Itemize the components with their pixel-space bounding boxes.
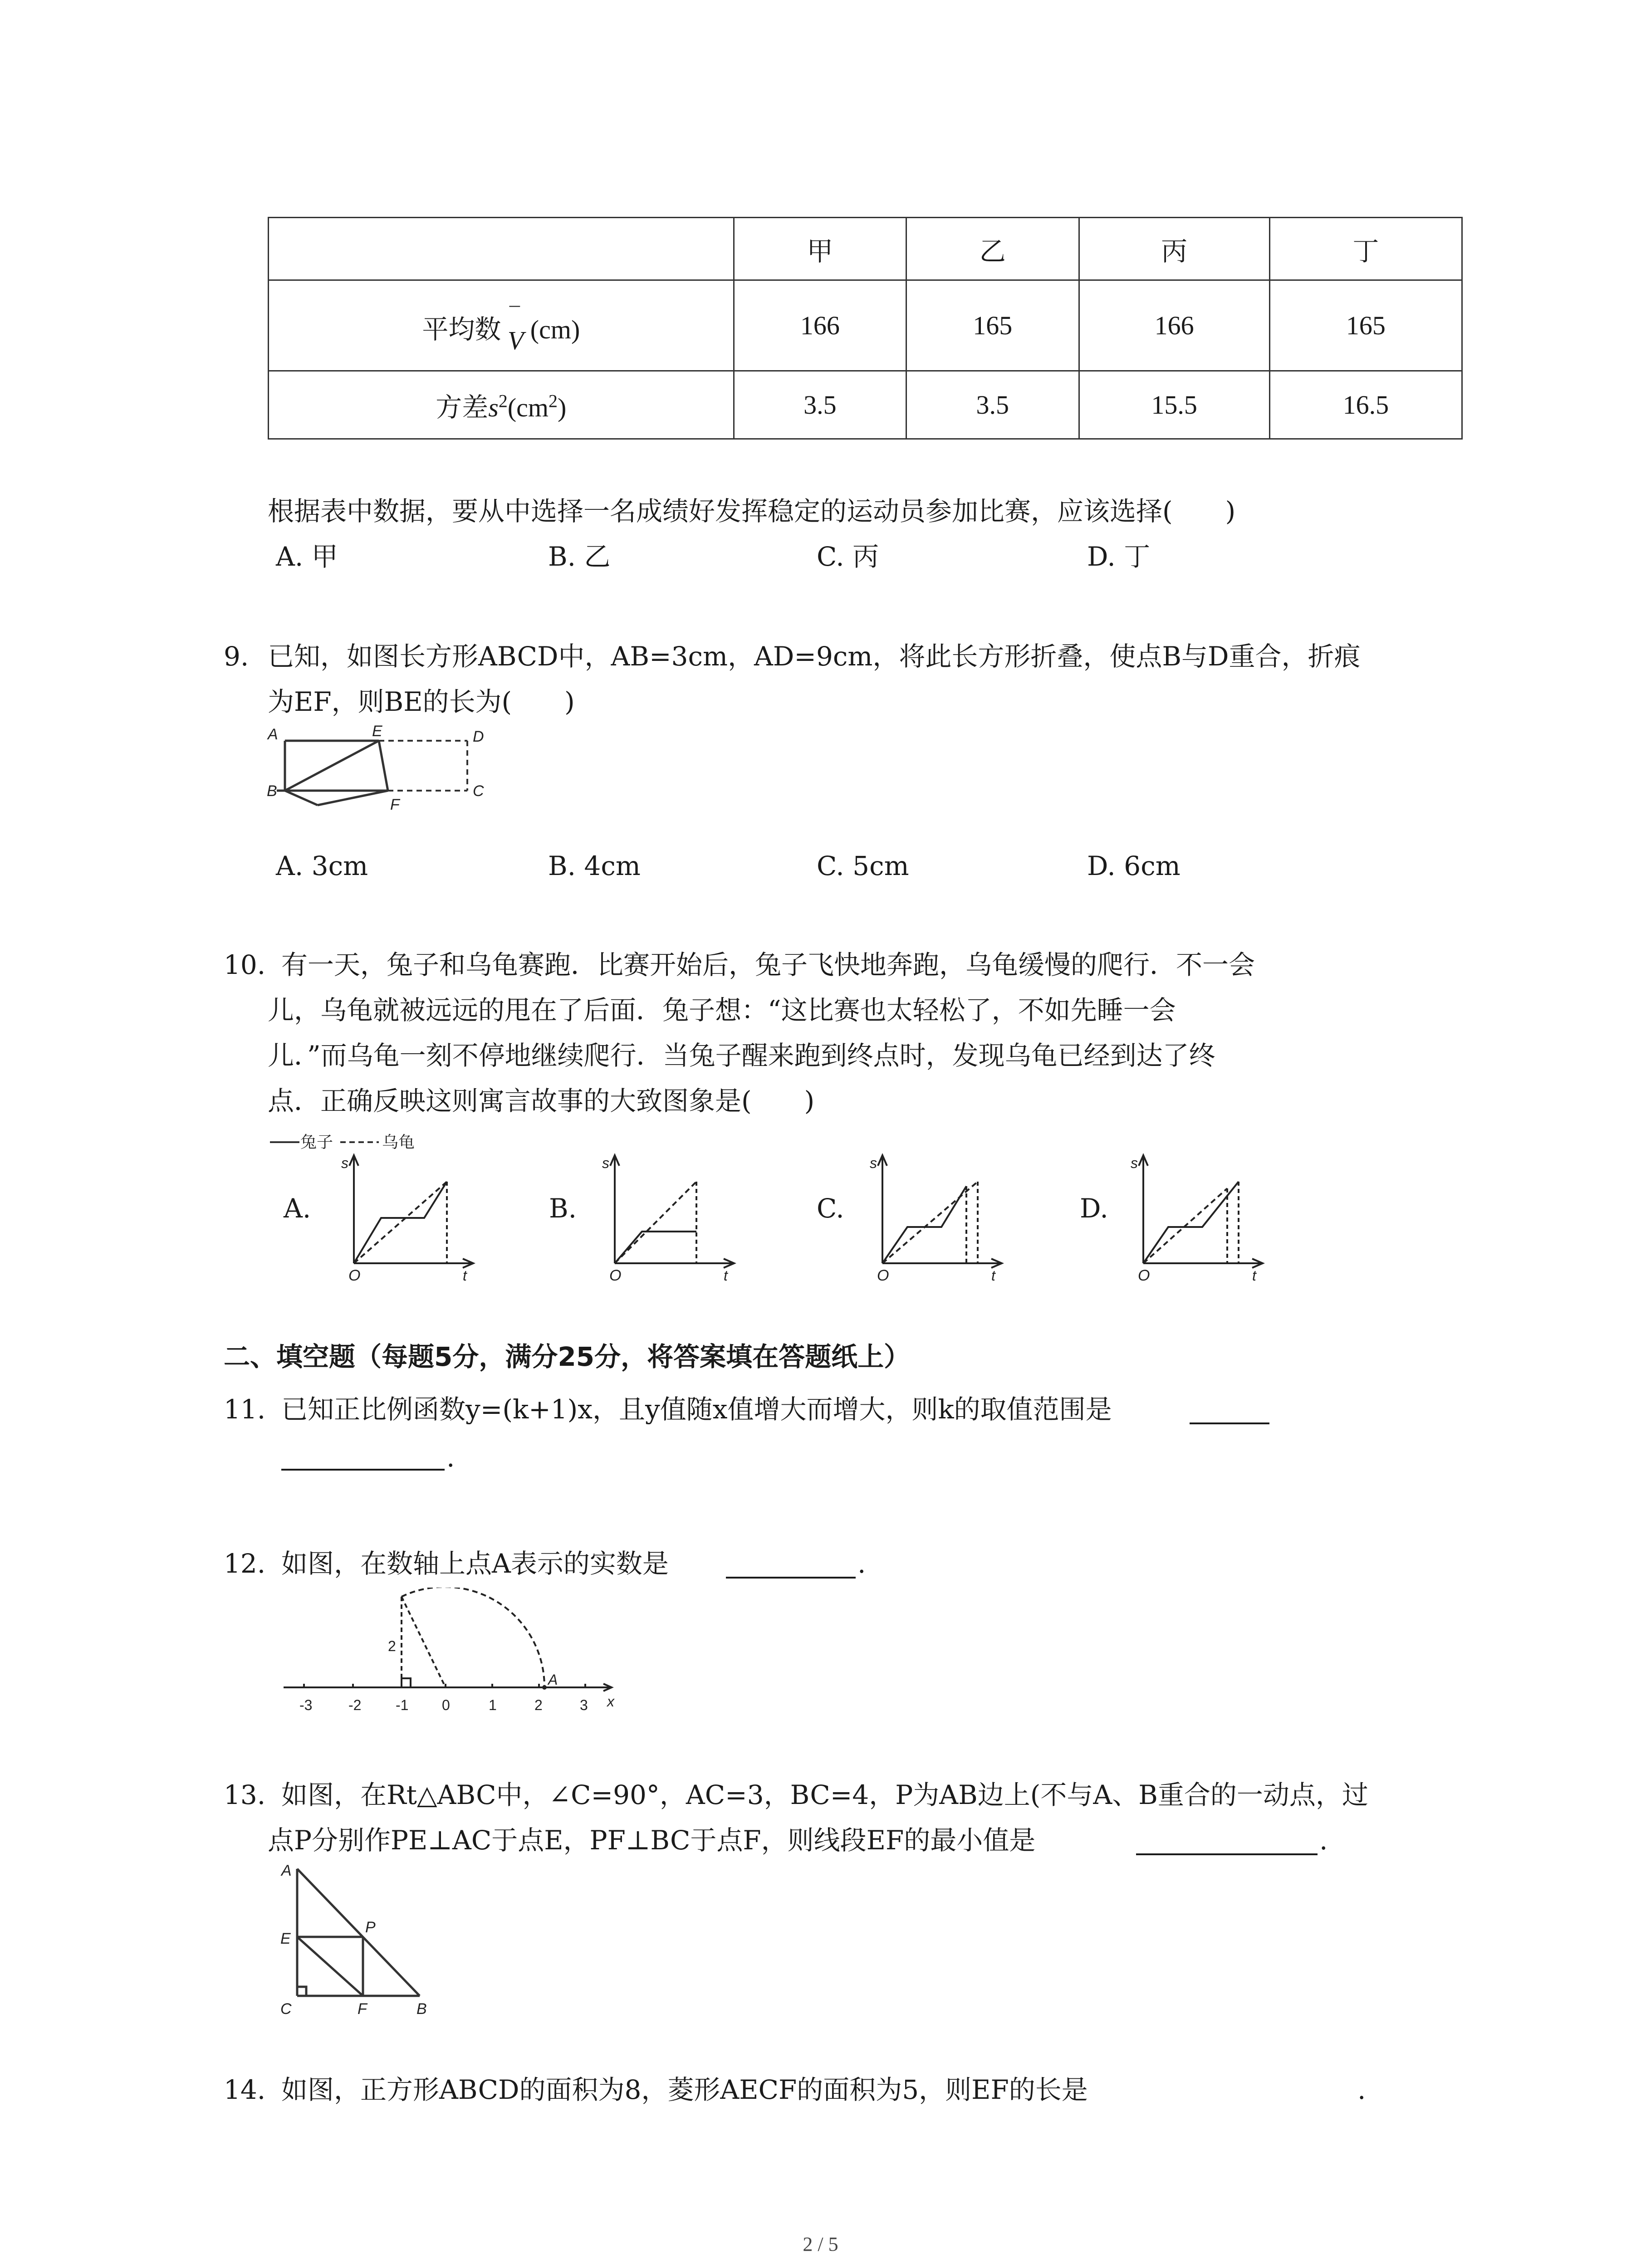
q12-answer-blank[interactable]: [726, 1577, 856, 1579]
variance-unit-close: ): [558, 392, 567, 422]
tick-label: 1: [489, 1697, 497, 1713]
label-c: C: [473, 782, 484, 800]
q13-end: .: [1319, 1825, 1328, 1856]
tick-label: -1: [396, 1697, 409, 1713]
label-b: B: [416, 2000, 427, 2018]
q11-end: .: [446, 1442, 455, 1473]
q10-option-a: A.: [284, 1193, 311, 1224]
stats-table: [268, 217, 1463, 440]
table-cell: 3.5: [734, 371, 906, 439]
tick-label: 2: [534, 1697, 543, 1713]
point-a: A: [548, 1672, 558, 1688]
label-a: A: [281, 1862, 292, 1879]
mean-symbol: V: [507, 325, 524, 355]
mean-symbol-wrap: [507, 303, 524, 355]
superscript: 2: [498, 391, 508, 411]
q10-option-b: B.: [549, 1193, 577, 1224]
mean-unit: (cm): [530, 314, 580, 344]
axis-s: s: [1131, 1155, 1138, 1171]
table-header-cell: 乙: [906, 218, 1079, 280]
axis-t: t: [463, 1267, 467, 1281]
q10-graph-d: [1125, 1150, 1270, 1281]
q11-answer-blank-1[interactable]: [1190, 1422, 1269, 1424]
q11-answer-blank-2[interactable]: [281, 1469, 445, 1471]
table-cell: 165: [1269, 280, 1462, 371]
q13-number: 13.: [224, 1779, 266, 1810]
axis-s: s: [602, 1155, 609, 1171]
q12-end: .: [857, 1548, 866, 1579]
label-e: E: [280, 1930, 291, 1947]
mean-label: 平均数: [422, 314, 501, 344]
origin: O: [609, 1267, 622, 1281]
q9-figure: [259, 719, 504, 814]
q10-graph-c: [864, 1150, 1009, 1281]
q9-option-a: A. 3cm: [276, 850, 368, 881]
table-cell: 15.5: [1079, 371, 1269, 439]
table-cell: 165: [906, 280, 1079, 371]
section-title: 二、填空题（每题5分，满分25分，将答案填在答题纸上）: [224, 1341, 911, 1372]
row-label-variance: [269, 371, 734, 439]
q10-line3: 儿．”而乌龟一刻不停地继续爬行．当兔子醒来跑到终点时，发现乌龟已经到达了终: [268, 1040, 1215, 1071]
q8-option-a: A. 甲: [276, 541, 338, 572]
label-e: E: [372, 723, 382, 740]
q10-graph-b: [597, 1150, 742, 1281]
q12-text: 如图，在数轴上点A表示的实数是: [281, 1548, 669, 1579]
q13-answer-blank[interactable]: [1136, 1853, 1318, 1855]
variance-unit: (cm: [507, 392, 549, 422]
label-d: D: [473, 728, 484, 745]
table-header-cell: 丁: [1269, 218, 1462, 280]
q12-number-line: [277, 1588, 626, 1724]
axis-x: x: [607, 1693, 614, 1710]
q9-number: 9.: [224, 641, 249, 672]
origin: O: [1138, 1267, 1150, 1281]
q14-number: 14.: [224, 2074, 266, 2105]
table-header-cell: 丙: [1079, 218, 1269, 280]
q13-line2: 点P分别作PE⊥AC于点E，PF⊥BC于点F，则线段EF的最小值是: [268, 1825, 1036, 1856]
legend-tortoise: 乌龟: [382, 1133, 415, 1151]
axis-t: t: [724, 1267, 728, 1281]
q8-option-d: D. 丁: [1087, 541, 1151, 572]
axis-t: t: [1252, 1267, 1256, 1281]
table-header-row: [269, 218, 1462, 280]
tick-label: -2: [348, 1697, 362, 1713]
row-label-mean: [269, 280, 734, 371]
height-label: 2: [388, 1638, 396, 1654]
q10-line1: 有一天，兔子和乌龟赛跑．比赛开始后，兔子飞快地奔跑，乌龟缓慢的爬行．不一会: [281, 949, 1255, 980]
tick-label: 3: [580, 1697, 588, 1713]
table-row-mean: [269, 280, 1462, 371]
q12-number: 12.: [224, 1548, 266, 1579]
q9-option-d: D. 6cm: [1087, 850, 1181, 881]
q13-figure: [272, 1855, 445, 2019]
q8-stem: 根据表中数据，要从中选择一名成绩好发挥稳定的运动员参加比赛，应该选择( ): [268, 496, 1236, 527]
q10-option-d: D.: [1080, 1193, 1108, 1224]
q11-text: 已知正比例函数y=(k+1)x，且y值随x值增大而增大，则k的取值范围是: [281, 1394, 1112, 1425]
q14-text: 如图，正方形ABCD的面积为8，菱形AECF的面积为5，则EF的长是: [281, 2074, 1088, 2105]
page-number: 2 / 5: [803, 2233, 838, 2255]
label-f: F: [358, 2000, 367, 2018]
variance-symbol: s: [488, 392, 499, 422]
origin: O: [877, 1267, 889, 1281]
tick-label: -3: [299, 1697, 313, 1713]
table-cell: 166: [1079, 280, 1269, 371]
q10-line4: 点．正确反映这则寓言故事的大致图象是( ): [268, 1085, 815, 1116]
variance-label: 方差: [436, 392, 489, 422]
axis-s: s: [870, 1155, 877, 1171]
q10-option-c: C.: [817, 1193, 844, 1224]
label-a: A: [268, 726, 278, 743]
overline-mark: ¯: [509, 303, 520, 326]
axis-t: t: [991, 1267, 995, 1281]
table-cell: 3.5: [906, 371, 1079, 439]
origin: O: [348, 1267, 361, 1281]
q8-option-c: C. 丙: [817, 541, 879, 572]
q8-option-b: B. 乙: [548, 541, 611, 572]
q10-line2: 儿，乌龟就被远远的甩在了后面．兔子想：“这比赛也太轻松了，不如先睡一会: [268, 995, 1176, 1026]
label-p: P: [365, 1919, 376, 1936]
q9-line1: 已知，如图长方形ABCD中，AB=3cm，AD=9cm，将此长方形折叠，使点B与D重合，折痕: [268, 641, 1361, 672]
q9-option-c: C. 5cm: [817, 850, 909, 881]
q10-graph-a: [336, 1150, 481, 1281]
table-cell: 166: [734, 280, 906, 371]
table-row-variance: [269, 371, 1462, 439]
q14-end: .: [1357, 2074, 1366, 2105]
table-header-cell: 甲: [734, 218, 906, 280]
tick-label: 0: [442, 1697, 450, 1713]
q10-number: 10.: [224, 949, 266, 980]
table-header-cell: [269, 218, 734, 280]
label-c: C: [280, 2000, 292, 2018]
legend-rabbit: 兔子: [300, 1133, 333, 1151]
q13-line1: 如图，在Rt△ABC中，∠C=90°，AC=3，BC=4，P为AB边上(不与A、B重合的一动点，过: [281, 1779, 1368, 1810]
label-b: B: [267, 782, 277, 800]
axis-s: s: [341, 1155, 348, 1171]
label-f: F: [390, 796, 400, 813]
q11-number: 11.: [224, 1394, 266, 1425]
q9-line2: 为EF，则BE的长为( ): [268, 686, 575, 717]
superscript: 2: [549, 391, 558, 411]
q9-option-b: B. 4cm: [548, 850, 641, 881]
table-cell: 16.5: [1269, 371, 1462, 439]
